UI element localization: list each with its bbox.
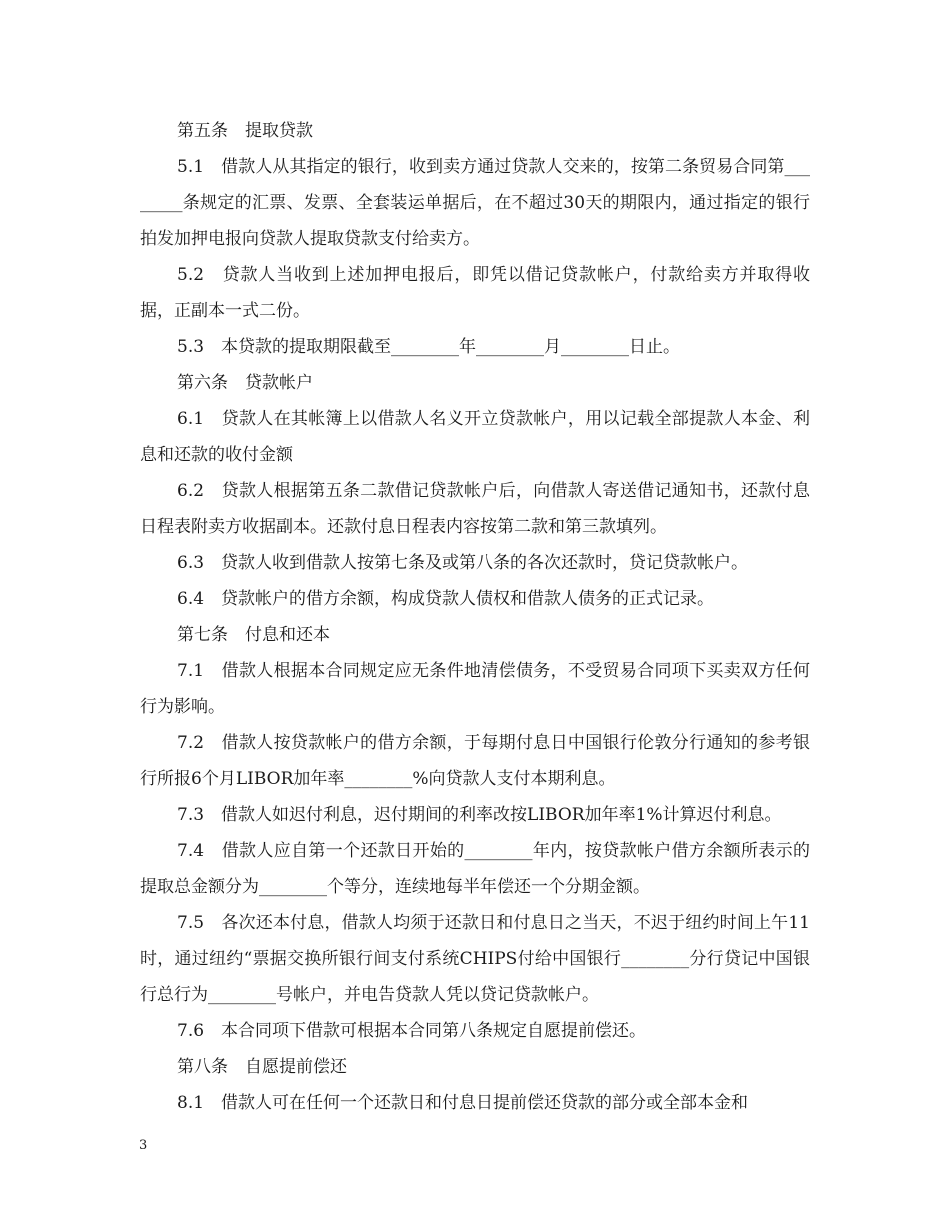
article-heading: 第五条 提取贷款 <box>177 121 313 141</box>
article-heading: 第七条 付息和还本 <box>177 625 330 645</box>
page-number: 3 <box>139 1138 148 1153</box>
article-heading: 第八条 自愿提前偿还 <box>177 1057 347 1077</box>
clause-paragraph: 7.1 借款人根据本合同规定应无条件地清偿债务，不受贸易合同项下买卖双方任何行为影响。 <box>140 661 810 717</box>
clause-paragraph: 6.4 贷款帐户的借方余额，构成贷款人债权和借款人债务的正式记录。 <box>177 589 715 609</box>
document-body <box>140 113 810 1121</box>
article-heading: 第六条 贷款帐户 <box>177 373 313 393</box>
clause-paragraph: 8.1 借款人可在任何一个还款日和付息日提前偿还贷款的部分或全部本金和 <box>177 1093 749 1113</box>
clause-paragraph: 7.5 各次还本付息，借款人均须于还款日和付息日之当天，不迟于纽约时间上午11时，通过纽约“票据交换所银行间支付系统CHIPS付给中国银行________分行贷记中国银行总行为________号帐户，并电告贷款人凭以贷记贷款帐户。 <box>140 913 810 1005</box>
clause-paragraph: 5.3 本贷款的提取期限截至________年________月________日止。 <box>177 337 681 357</box>
clause-paragraph: 7.2 借款人按贷款帐户的借方余额，于每期付息日中国银行伦敦分行通知的参考银行所报6个月LIBOR加年率________%向贷款人支付本期利息。 <box>140 733 810 789</box>
clause-paragraph: 6.2 贷款人根据第五条二款借记贷款帐户后，向借款人寄送借记通知书，还款付息日程表附卖方收据副本。还款付息日程表内容按第二款和第三款填列。 <box>140 481 810 537</box>
clause-paragraph: 7.4 借款人应自第一个还款日开始的________年内，按贷款帐户借方余额所表示的提取总金额分为________个等分，连续地每半年偿还一个分期金额。 <box>140 841 810 897</box>
clause-paragraph: 7.6 本合同项下借款可根据本合同第八条规定自愿提前偿还。 <box>177 1021 647 1041</box>
clause-paragraph: 6.3 贷款人收到借款人按第七条及或第八条的各次还款时，贷记贷款帐户。 <box>177 553 749 573</box>
clause-paragraph: 6.1 贷款人在其帐簿上以借款人名义开立贷款帐户，用以记载全部提款人本金、利息和还款的收付金额 <box>140 409 810 465</box>
clause-paragraph: 5.1 借款人从其指定的银行，收到卖方通过贷款人交来的，按第二条贸易合同第________条规定的汇票、发票、全套装运单据后，在不超过30天的期限内，通过指定的银行拍发加押电报向贷款人提取贷款支付给卖方。 <box>140 157 810 249</box>
clause-paragraph: 7.3 借款人如迟付利息，迟付期间的利率改按LIBOR加年率1%计算迟付利息。 <box>177 805 782 825</box>
clause-paragraph: 5.2 贷款人当收到上述加押电报后，即凭以借记贷款帐户，付款给卖方并取得收据，正副本一式二份。 <box>140 265 810 321</box>
